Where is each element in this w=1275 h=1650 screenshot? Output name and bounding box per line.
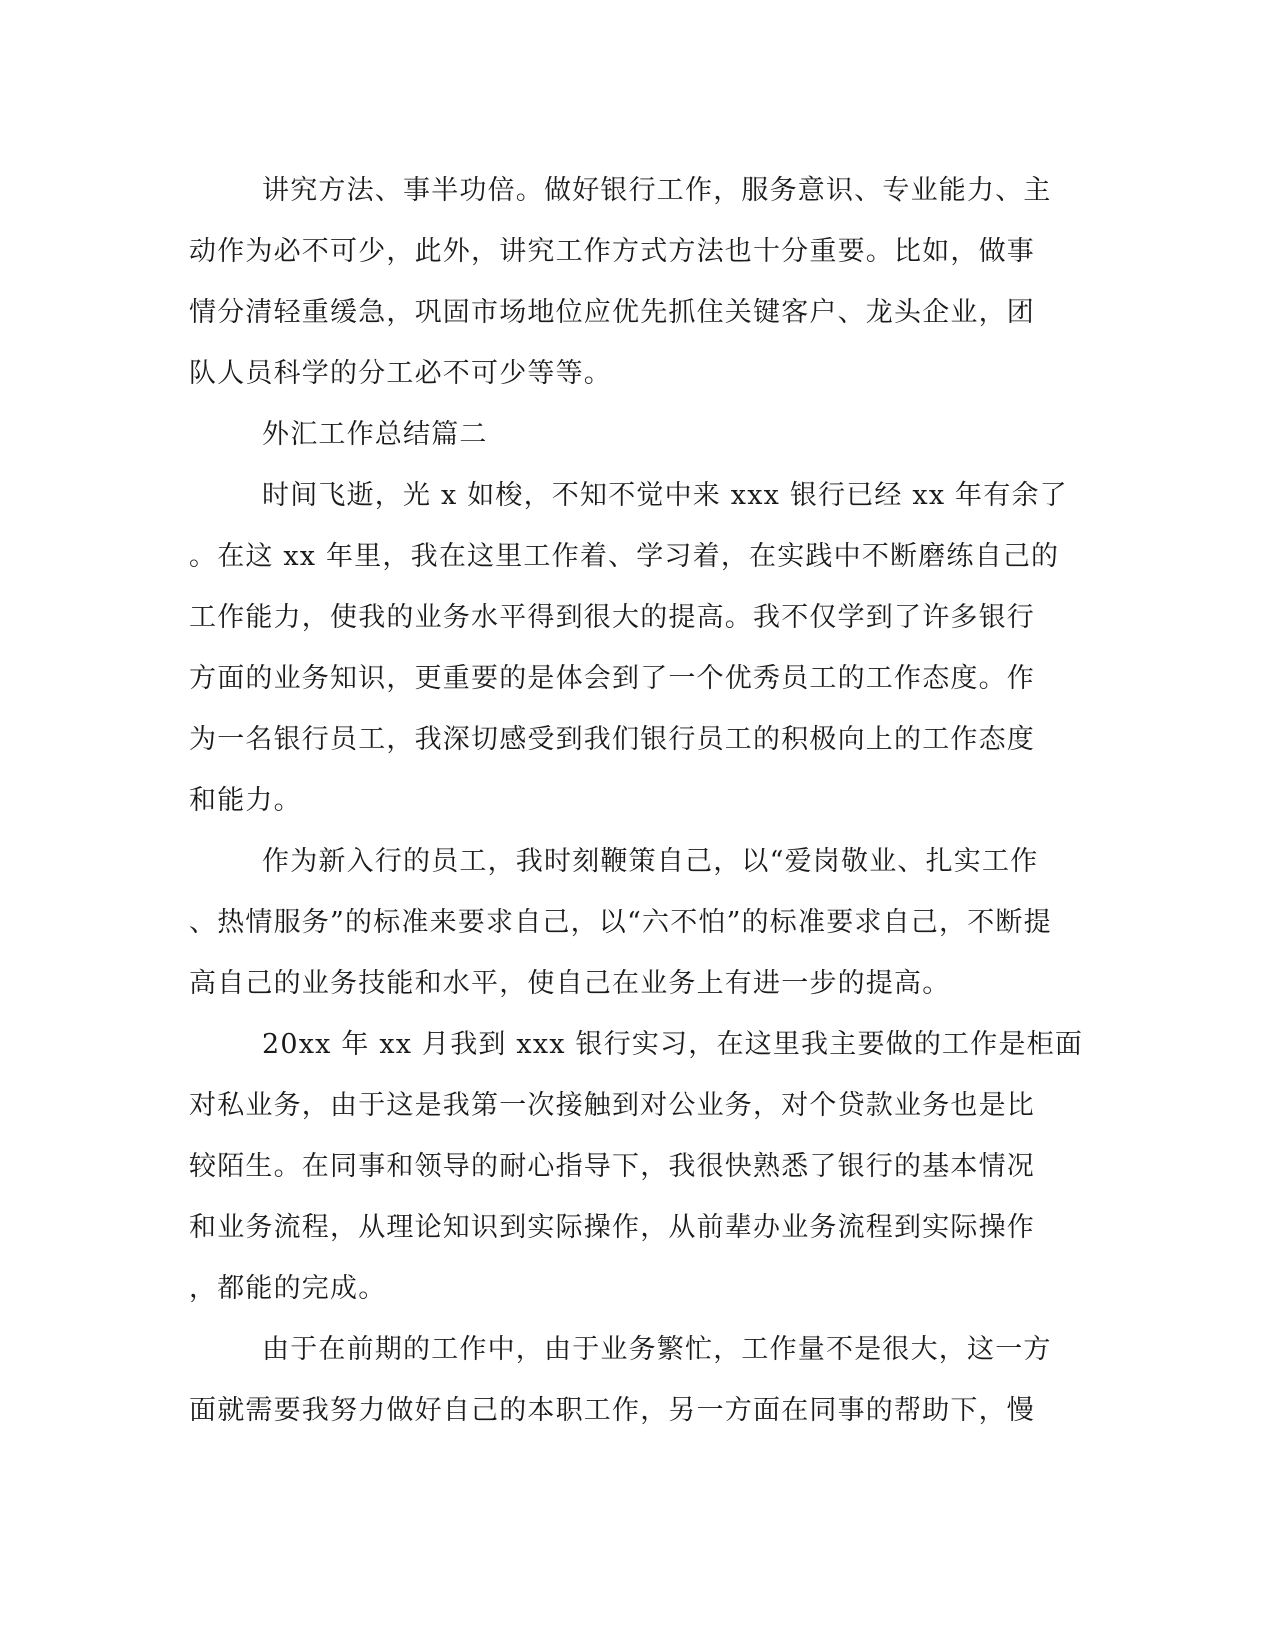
text-line: 作为新入行的员工，我时刻鞭策自己，以“爱岗敬业、扎实工作 xyxy=(262,846,1039,877)
paragraph xyxy=(189,465,1069,831)
text-line: 对私业务，由于这是我第一次接触到对公业务，对个贷款业务也是比 xyxy=(189,1090,1035,1121)
text-line: 动作为必不可少，此外，讲究工作方式方法也十分重要。比如，做事 xyxy=(189,236,1035,267)
text-line: 高自己的业务技能和水平，使自己在业务上有进一步的提高。 xyxy=(189,968,951,999)
text-line: 和业务流程，从理论知识到实际操作，从前辈办业务流程到实际操作 xyxy=(189,1212,1035,1243)
paragraph xyxy=(189,160,1069,404)
text-line: 。在这 xx 年里，我在这里工作着、学习着，在实践中不断磨练自己的 xyxy=(189,541,1060,572)
text-line: 讲究方法、事半功倍。做好银行工作，服务意识、专业能力、主 xyxy=(262,175,1052,206)
section-heading xyxy=(189,404,1069,465)
heading-text: 外汇工作总结篇二 xyxy=(262,419,488,450)
text-line: 面就需要我努力做好自己的本职工作，另一方面在同事的帮助下，慢 xyxy=(189,1395,1035,1426)
text-line: 时间飞逝，光 x 如梭，不知不觉中来 xxx 银行已经 xx 年有余了 xyxy=(262,480,1068,511)
text-line: 20xx 年 xx 月我到 xxx 银行实习，在这里我主要做的工作是柜面 xyxy=(262,1029,1084,1060)
text-line: 队人员科学的分工必不可少等等。 xyxy=(189,358,612,389)
paragraph xyxy=(189,831,1069,1014)
text-line: 情分清轻重缓急，巩固市场地位应优先抓住关键客户、龙头企业，团 xyxy=(189,297,1035,328)
document-body xyxy=(189,160,1084,1441)
paragraph xyxy=(189,1014,1084,1319)
text-line: 为一名银行员工，我深切感受到我们银行员工的积极向上的工作态度 xyxy=(189,724,1035,755)
paragraph xyxy=(189,1319,1069,1441)
text-line: ，都能的完成。 xyxy=(189,1273,387,1304)
text-line: 较陌生。在同事和领导的耐心指导下，我很快熟悉了银行的基本情况 xyxy=(189,1151,1035,1182)
text-line: 、热情服务”的标准来要求自己，以“六不怕”的标准要求自己，不断提 xyxy=(189,907,1052,938)
text-line: 工作能力，使我的业务水平得到很大的提高。我不仅学到了许多银行 xyxy=(189,602,1035,633)
text-line: 和能力。 xyxy=(189,785,302,816)
text-line: 由于在前期的工作中，由于业务繁忙，工作量不是很大，这一方 xyxy=(262,1334,1052,1365)
text-line: 方面的业务知识，更重要的是体会到了一个优秀员工的工作态度。作 xyxy=(189,663,1035,694)
